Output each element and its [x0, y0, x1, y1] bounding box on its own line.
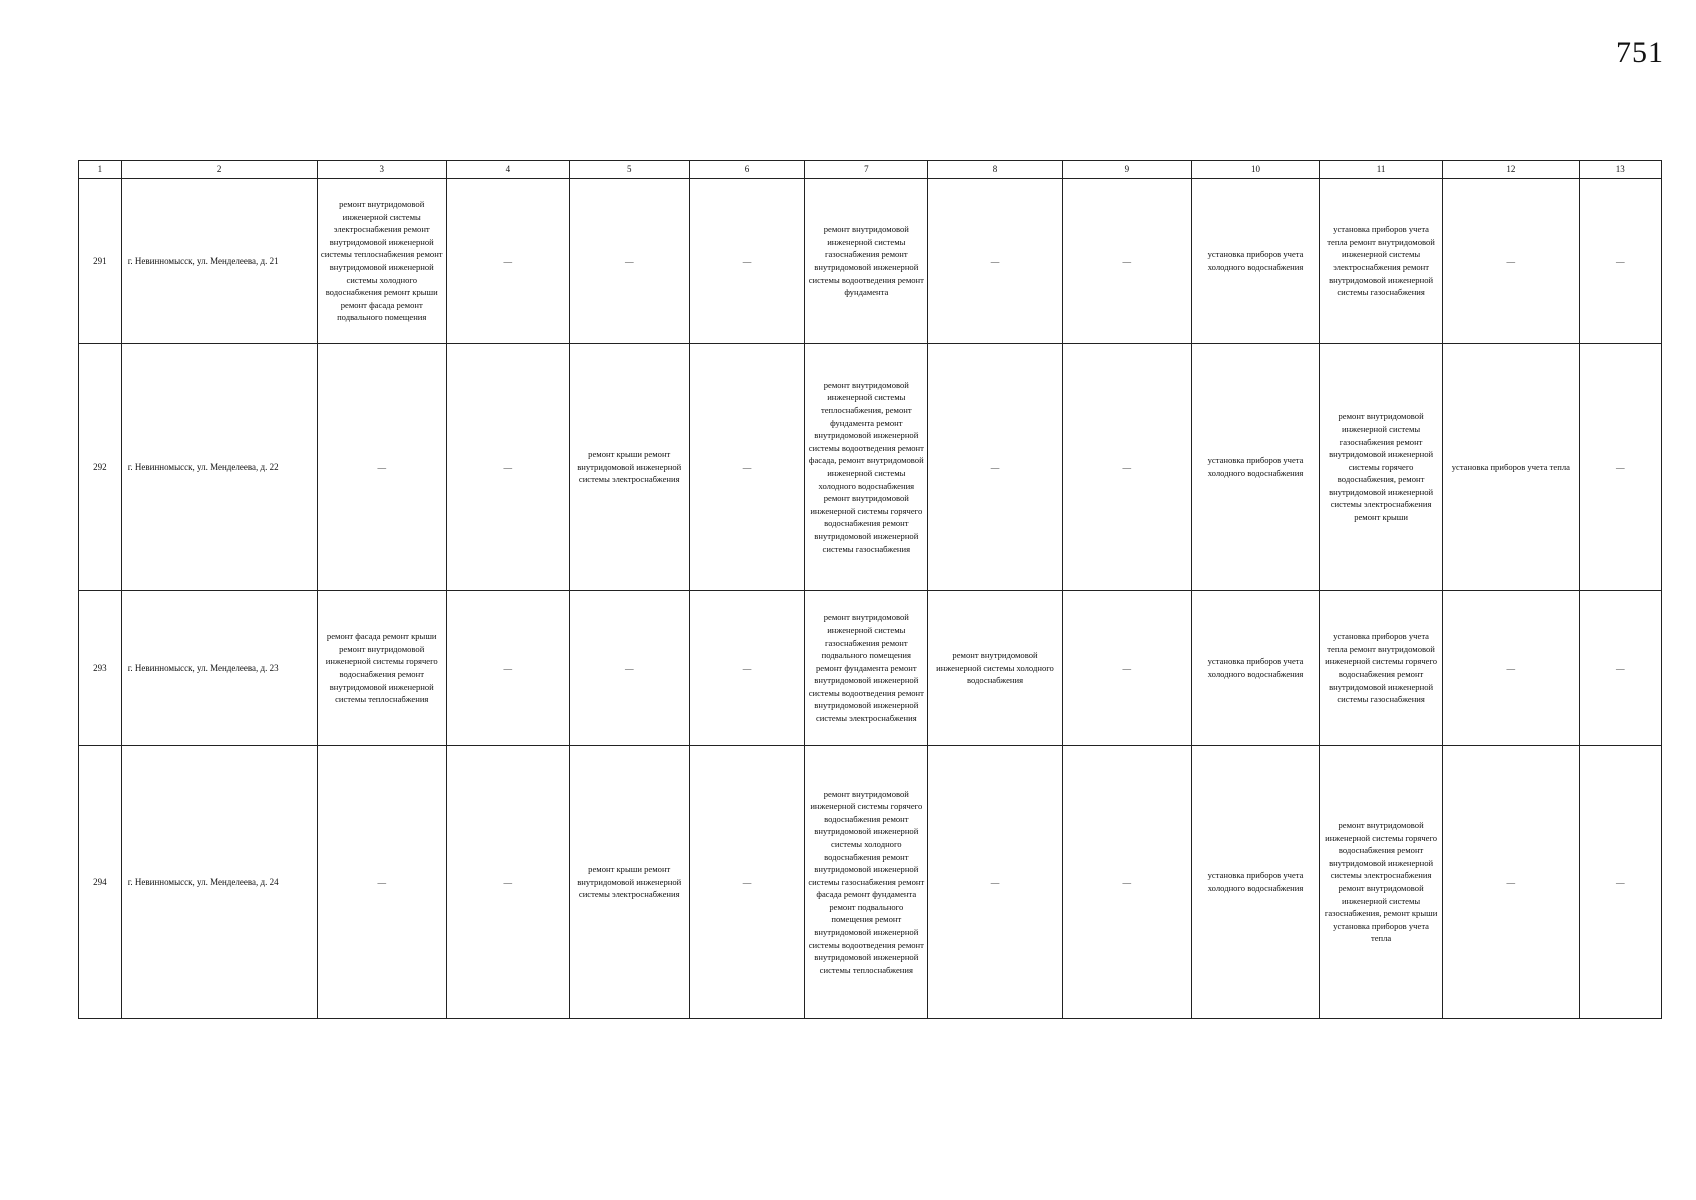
row-number: 292 [79, 344, 122, 591]
table-cell: — [1062, 179, 1191, 344]
column-header: 12 [1443, 161, 1580, 179]
column-header: 5 [569, 161, 689, 179]
table-cell: установка приборов учета тепла [1443, 344, 1580, 591]
row-number: 291 [79, 179, 122, 344]
table-cell: ремонт внутридомовой инженерной системы теплоснабжения, ремонт фундамента ремонт внутридомовой инженерной системы водоотведения ремонт фасада, ремонт внутридомовой инженерной системы холодного водоснабжения ремонт внутридомовой инженерной системы горячего водоснабжения ремонт внутридомовой инженерной системы газоснабжения [805, 344, 928, 591]
column-header: 3 [317, 161, 446, 179]
table-cell: установка приборов учета холодного водоснабжения [1191, 746, 1319, 1019]
table-cell: — [569, 591, 689, 746]
table-row [79, 344, 1662, 591]
table-cell: — [446, 746, 569, 1019]
table-row [79, 591, 1662, 746]
table-cell: — [317, 344, 446, 591]
table-cell: ремонт внутридомовой инженерной системы газоснабжения ремонт подвального помещения ремонт фундамента ремонт внутридомовой инженерной системы водоотведения ремонт внутридомовой инженерной системы электроснабжения [805, 591, 928, 746]
table-cell: ремонт внутридомовой инженерной системы газоснабжения ремонт внутридомовой инженерной системы горячего водоснабжения, ремонт внутридомовой инженерной системы электроснабжения ремонт крыши [1320, 344, 1443, 591]
repair-plan-table [78, 160, 1662, 1019]
table-cell: установка приборов учета холодного водоснабжения [1191, 344, 1319, 591]
page-number: 751 [1616, 36, 1664, 69]
table-cell: установка приборов учета холодного водоснабжения [1191, 591, 1319, 746]
table-cell: — [1443, 179, 1580, 344]
table-cell: — [928, 746, 1062, 1019]
table-cell: — [1579, 179, 1661, 344]
table-cell: установка приборов учета тепла ремонт внутридомовой инженерной системы электроснабжения ремонт внутридомовой инженерной системы газоснабжения [1320, 179, 1443, 344]
table-cell: ремонт внутридомовой инженерной системы холодного водоснабжения [928, 591, 1062, 746]
column-header: 13 [1579, 161, 1661, 179]
table-cell: — [1062, 746, 1191, 1019]
table-cell: — [689, 746, 805, 1019]
table-cell: — [1443, 591, 1580, 746]
row-number: 293 [79, 591, 122, 746]
column-header: 4 [446, 161, 569, 179]
table-cell: ремонт внутридомовой инженерной системы горячего водоснабжения ремонт внутридомовой инженерной системы электроснабжения ремонт внутридомовой инженерной системы газоснабжения, ремонт крыши установка приборов учета тепла [1320, 746, 1443, 1019]
column-header: 9 [1062, 161, 1191, 179]
table-cell: ремонт фасада ремонт крыши ремонт внутридомовой инженерной системы горячего водоснабжения ремонт внутридомовой инженерной системы теплоснабжения [317, 591, 446, 746]
column-header: 7 [805, 161, 928, 179]
table-cell: — [928, 179, 1062, 344]
table-cell: установка приборов учета тепла ремонт внутридомовой инженерной системы горячего водоснабжения ремонт внутридомовой инженерной системы газоснабжения [1320, 591, 1443, 746]
table-cell: — [928, 344, 1062, 591]
table-cell: — [1579, 591, 1661, 746]
row-number: 294 [79, 746, 122, 1019]
table-cell: ремонт крыши ремонт внутридомовой инженерной системы электроснабжения [569, 746, 689, 1019]
table-cell: — [446, 344, 569, 591]
table-cell: — [1579, 344, 1661, 591]
table-cell: ремонт внутридомовой инженерной системы горячего водоснабжения ремонт внутридомовой инженерной системы холодного водоснабжения ремонт внутридомовой инженерной системы газоснабжения ремонт фасада ремонт фундамента ремонт подвального помещения ремонт внутридомовой инженерной системы водоотведения ремонт внутридомовой инженерной системы теплоснабжения [805, 746, 928, 1019]
table-cell: установка приборов учета холодного водоснабжения [1191, 179, 1319, 344]
column-number-row [79, 161, 1662, 179]
table-cell: — [317, 746, 446, 1019]
table-cell: ремонт внутридомовой инженерной системы газоснабжения ремонт внутридомовой инженерной системы водоотведения ремонт фундамента [805, 179, 928, 344]
table-cell: — [1062, 591, 1191, 746]
table-cell: — [689, 591, 805, 746]
row-address: г. Невинномысск, ул. Менделеева, д. 21 [121, 179, 317, 344]
table-cell: ремонт крыши ремонт внутридомовой инженерной системы электроснабжения [569, 344, 689, 591]
table-row [79, 746, 1662, 1019]
row-address: г. Невинномысск, ул. Менделеева, д. 22 [121, 344, 317, 591]
table-cell: — [1443, 746, 1580, 1019]
table-cell: ремонт внутридомовой инженерной системы электроснабжения ремонт внутридомовой инженерной системы теплоснабжения ремонт внутридомовой инженерной системы холодного водоснабжения ремонт крыши ремонт фасада ремонт подвального помещения [317, 179, 446, 344]
row-address: г. Невинномысск, ул. Менделеева, д. 23 [121, 591, 317, 746]
column-header: 11 [1320, 161, 1443, 179]
table-cell: — [1062, 344, 1191, 591]
column-header: 10 [1191, 161, 1319, 179]
table-cell: — [446, 591, 569, 746]
column-header: 6 [689, 161, 805, 179]
column-header: 1 [79, 161, 122, 179]
row-address: г. Невинномысск, ул. Менделеева, д. 24 [121, 746, 317, 1019]
table-cell: — [1579, 746, 1661, 1019]
table-cell: — [689, 179, 805, 344]
table-cell: — [446, 179, 569, 344]
table-cell: — [569, 179, 689, 344]
column-header: 2 [121, 161, 317, 179]
table-row [79, 179, 1662, 344]
column-header: 8 [928, 161, 1062, 179]
table-cell: — [689, 344, 805, 591]
